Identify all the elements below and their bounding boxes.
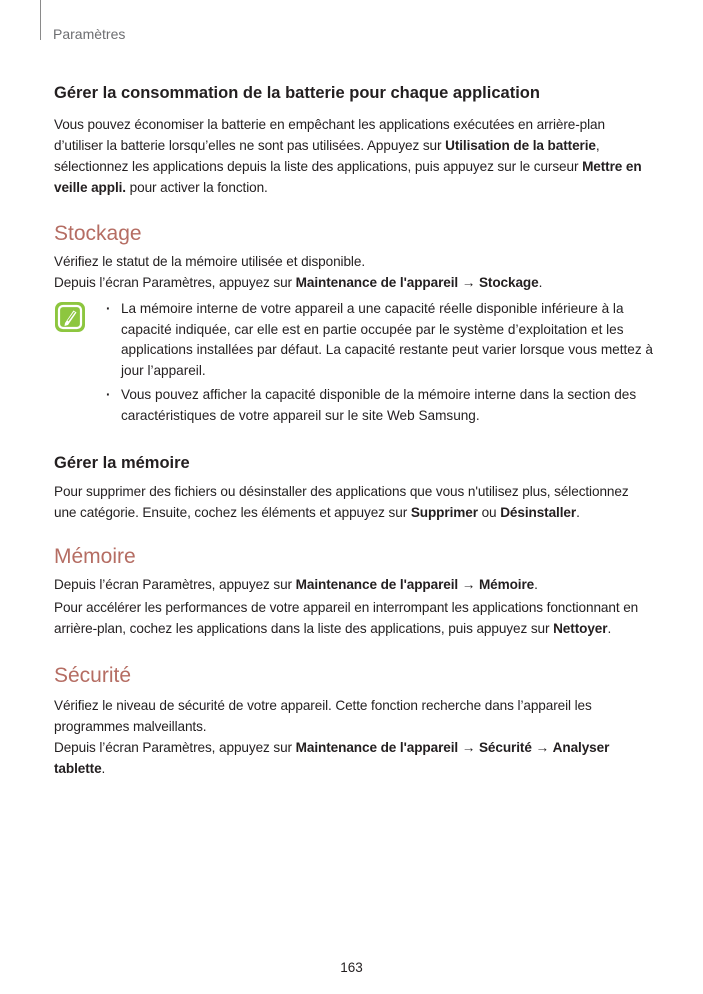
memory-heading: Mémoire [54, 545, 136, 568]
security-intro: Vérifiez le niveau de sécurité de votre appareil. Cette fonction recherche dans l’appareil les programmes malveillants. [54, 698, 592, 734]
note-item: · Vous pouvez afficher la capacité disponible de la mémoire interne dans la section des caractéristiques de votre appareil sur le site Web Samsung. [104, 385, 654, 426]
note-item: · La mémoire interne de votre appareil a une capacité réelle disponible inférieure à la capacité indiquée, car elle est en partie occupée par le système d’exploitation et les applications installées par défaut. La capacité restante peut varier lorsque vous mettez à jour l’appareil. [104, 299, 654, 381]
battery-paragraph: Vous pouvez économiser la batterie en empêchant les applications exécutées en arrière-plan d’utiliser la batterie lorsqu’elles ne sont pas utilisées. Appuyez sur Utilisation de la batterie, sélectionnez les applications depuis la liste des applications, puis appuyez sur le curseur Mettre en veille appli. pour activer la fonction. [54, 117, 642, 195]
memory-paragraph: Pour accélérer les performances de votre appareil en interrompant les applications fonctionnant en arrière-plan, cochez les applications dans la liste des applications, puis appuyez sur Nettoyer. [54, 600, 639, 636]
header-divider [40, 0, 41, 40]
manage-memory-heading: Gérer la mémoire [54, 454, 190, 472]
note-list [104, 299, 654, 430]
page-header: Paramètres [53, 26, 126, 42]
memory-path: Depuis l’écran Paramètres, appuyez sur Maintenance de l'appareil → Mémoire. [54, 577, 538, 592]
manage-memory-paragraph: Pour supprimer des fichiers ou désinstaller des applications que vous n'utilisez plus, sélectionnez une catégorie. Ensuite, cochez les éléments et appuyez sur Supprimer ou Désinstaller. [54, 484, 629, 520]
storage-intro: Vérifiez le statut de la mémoire utilisée et disponible. [54, 254, 365, 269]
battery-heading: Gérer la consommation de la batterie pour chaque application [54, 84, 540, 102]
security-path: Depuis l’écran Paramètres, appuyez sur Maintenance de l'appareil → Sécurité → Analyser tablette. [54, 740, 610, 776]
security-heading: Sécurité [54, 664, 132, 687]
page-content [54, 82, 654, 779]
storage-note [54, 299, 654, 430]
note-pencil-icon [54, 301, 86, 333]
page-number: 163 [340, 960, 363, 975]
storage-path: Depuis l’écran Paramètres, appuyez sur Maintenance de l'appareil → Stockage. [54, 275, 543, 290]
storage-heading: Stockage [54, 222, 142, 245]
